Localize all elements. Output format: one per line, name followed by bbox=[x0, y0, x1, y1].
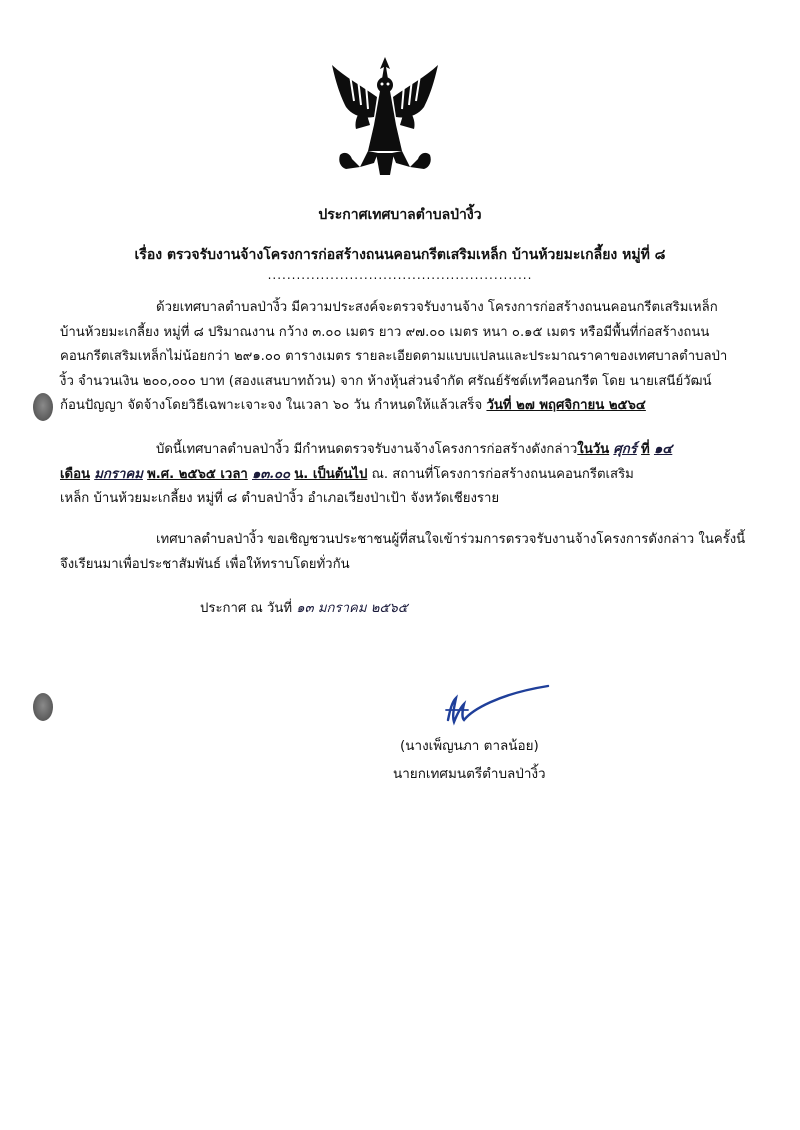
location-text: ณ. สถานที่โครงการก่อสร้างถนนคอนกรีตเสริม bbox=[371, 466, 634, 482]
paragraph-1 bbox=[60, 296, 750, 419]
signer-position: นายกเทศมนตรีตำบลป่างิ้ว bbox=[393, 766, 546, 782]
announce-date bbox=[200, 597, 600, 622]
subject-line: เรื่อง ตรวจรับงานจ้างโครงการก่อสร้างถนนคอนกรีตเสริมเหล็ก บ้านห้วยมะเกลี้ยง หมู่ที่ ๘ bbox=[134, 247, 666, 263]
paragraph-1-line-3: คอนกรีตเสริมเหล็กไม่น้อยกว่า ๒๙๑.๐๐ ตารางเมตร รายละเอียดตามแบบแปลนและประมาณราคาของเทศบาลตำบลป่า bbox=[60, 349, 728, 364]
paragraph-2-line-2 bbox=[60, 463, 750, 488]
garuda-emblem bbox=[330, 55, 440, 180]
paragraph-1-line-4: งิ้ว จำนวนเงิน ๒๐๐,๐๐๐ บาท (สองแสนบาทถ้วน) จาก ห้างหุ้นส่วนจำกัด ศรัณย์รัชต์เทวีคอนกรีต โดย นายเสนีย์วัฒน์ bbox=[60, 373, 712, 389]
paragraph-3-line-2: จึงเรียนมาเพื่อประชาสัมพันธ์ เพื่อให้ทราบโดยทั่วกัน bbox=[60, 556, 350, 572]
paragraph-3-line-1: เทศบาลตำบลป่างิ้ว ขอเชิญชวนประชาชนผู้ที่สนใจเข้าร่วมการตรวจรับงานจ้างโครงการดังกล่าว ในครั้งนี้ bbox=[156, 532, 746, 547]
signature bbox=[438, 680, 558, 730]
paragraph-3 bbox=[60, 528, 750, 577]
inspection-text: บัดนี้เทศบาลตำบลป่างิ้ว มีกำหนดตรวจรับงานจ้างโครงการก่อสร้างดังกล่าว bbox=[156, 442, 578, 457]
completion-date: วันที่ ๒๗ พฤศจิกายน ๒๕๖๔ bbox=[486, 398, 646, 413]
paragraph-1-line-2: บ้านห้วยมะเกลี้ยง หมู่ที่ ๘ ปริมาณงาน กว้าง ๓.๐๐ เมตร ยาว ๙๗.๐๐ เมตร หนา ๐.๑๕ เมตร หรือมีพื้นที่ก่อสร้างถนน bbox=[60, 324, 710, 340]
paragraph-1-line-1: ด้วยเทศบาลตำบลป่างิ้ว มีความประสงค์จะตรวจรับงานจ้าง โครงการก่อสร้างถนนคอนกรีตเสริมเหล็ก bbox=[156, 300, 718, 315]
announce-prefix: ประกาศ ณ วันที่ bbox=[200, 601, 293, 616]
punch-hole-top bbox=[33, 393, 53, 421]
handwritten-month: มกราคม bbox=[94, 466, 143, 482]
handwritten-announce-month: มกราคม ๒๕๖๕ bbox=[317, 601, 408, 616]
dotted-divider: ....................................................... bbox=[267, 268, 533, 282]
signer-name: (นางเพ็ญนภา ตาลน้อย) bbox=[400, 738, 539, 754]
date-label: ที่ bbox=[641, 442, 650, 457]
year-time-label: พ.ศ. ๒๕๖๕ เวลา bbox=[147, 466, 248, 482]
paragraph-2-line-3: เหล็ก บ้านห้วยมะเกลี้ยง หมู่ที่ ๘ ตำบลป่างิ้ว อำเภอเวียงป่าเป้า จังหวัดเชียงราย bbox=[60, 491, 500, 506]
paragraph-1-line-5 bbox=[60, 394, 750, 419]
month-label: เดือน bbox=[60, 466, 91, 482]
completion-text: ก้อนปัญญา จัดจ้างโดยวิธีเฉพาะเจาะจง ในเวลา ๖๐ วัน กำหนดให้แล้วเสร็จ bbox=[60, 398, 483, 413]
handwritten-weekday: ศุกร์ bbox=[613, 442, 637, 457]
punch-hole-bottom bbox=[33, 693, 53, 721]
paragraph-2-line-1 bbox=[60, 438, 750, 463]
on-day-label: ในวัน bbox=[577, 442, 610, 457]
handwritten-time: ๑๓.๐๐ bbox=[252, 466, 291, 482]
announcement-title: ประกาศเทศบาลตำบลป่างิ้ว bbox=[318, 207, 482, 223]
paragraph-2 bbox=[60, 438, 750, 512]
handwritten-day: ๑๔ bbox=[653, 442, 673, 457]
onwards-label: น. เป็นต้นไป bbox=[294, 466, 368, 482]
handwritten-announce-day: ๑๓ bbox=[296, 601, 314, 616]
